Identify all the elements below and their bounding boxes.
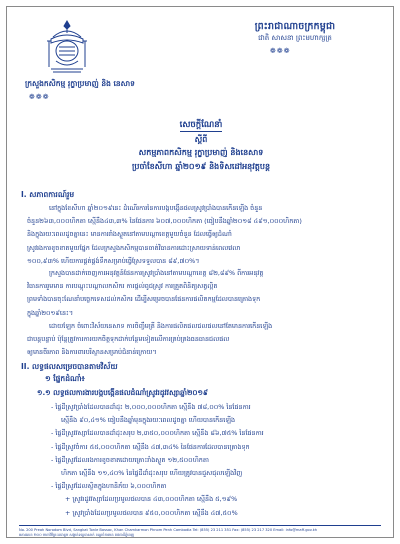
list-item: ហិកតា ស្មើនឹង ១១,៤០% នៃផ្ទៃដីដាំដុះសរុប ហើយត្រូវបានជួសជុលឡើងវិញ <box>61 469 243 478</box>
ministry-flourish: ❁❁❁ <box>29 93 50 101</box>
list-item: - ផ្ទៃដីស្រូវចំការ ៥៥,០០០ហិកតា ស្មើនឹង ៤៧,៣៤% នៃផែនការដែលបានគ្រោងទុក <box>51 441 379 454</box>
footer-divider <box>19 525 381 526</box>
document-page <box>6 6 394 538</box>
section-general-situation: I. សភាពការណ៍រួម <box>21 190 75 199</box>
list-item: ស្មើនឹង ៩០,៤១% ធៀបនឹងឆ្នាំមុនក្នុងរយៈពេលដូចគ្នា ហើយបានកើនឡើង <box>61 416 236 425</box>
list-item: - ផ្ទៃដីស្រូវដែលរងការខូចខាតដោយគ្រោះរាំងស្ងួត ១២,៥០០ហិកតា <box>51 454 379 467</box>
footer-line-english: No. 200 Preah Norodom Blvd, Sangkat Tonle Bassac, Khan Chamkarmon Phnom Penh Cambodia Tel: (855) 23 211 351 Fax: (855) 23 217 320 Email: info@maff.gov.kh <box>19 528 318 532</box>
paragraph-line: ជាបន្តបន្ទាប់ ប៉ុន្តែត្រូវការការយកចិត្តទុកដាក់បន្ថែមទៀតលើការគ្រប់គ្រងធនធានជលផល <box>27 335 230 344</box>
subject-word: ស្តីពី <box>194 135 208 144</box>
document-type-text: សេចក្តីណែនាំ <box>179 120 223 130</box>
ministry-name: ក្រសួងកសិកម្ម រុក្ខាប្រមាញ់ និង នេសាទ <box>25 79 135 88</box>
subsection-crops: ១ ផ្នែកដំណាំ៖ <box>45 374 85 383</box>
paragraph-line: ក្នុងឆ្នាំ២០១៩នេះ។ <box>27 308 74 317</box>
subject-line: សកម្មភាពកសិកម្ម រុក្ខាប្រមាញ់ និងនេសាទ <box>138 148 264 157</box>
subject-period: ប្រចាំខែសីហា ឆ្នាំ២០១៩ និងទិសដៅអនុវត្តបន្ត <box>131 162 271 171</box>
list-item: - ផ្ទៃដីស្រូវដែលស្ថិតក្នុងហានិភ័យ ៦,០០០ហិកតា <box>51 480 379 493</box>
list-item: - ផ្ទៃដីស្រូវវស្សាដែលបានដាំដុះសរុប ២,៣៥០,០០០ហិកតា ស្មើនឹង ៨៦,៧៥% នៃផែនការ <box>51 427 379 440</box>
paragraph-line: ១០០,៩៣% ហើយការផ្គត់ផ្គង់ទឹកសម្រាប់ធ្វើស្រែទទួលបាន ៨៩,៧០%។ <box>27 256 200 265</box>
list-item: + ស្រូវរដូវវស្សាដែលប្រមូលផលបាន ៤៣,០០០ហិកតា ស្មើនឹង ៥,១៩% <box>51 493 379 506</box>
paragraph-line: នៅក្នុងខែសីហា ឆ្នាំ២០១៩នេះ ដំណើរការនៃការបង្កបង្កើនផលស្រូវប្រាំងបានកើនឡើង ចំនួន <box>49 204 263 212</box>
paragraph-2 <box>27 267 379 320</box>
kingdom-title: ព្រះរាជាណាចក្រកម្ពុជា <box>254 21 336 32</box>
royal-emblem-icon <box>43 17 91 75</box>
results-list <box>51 401 379 520</box>
section-results-by-sector: II. លទ្ធផលសម្រេចបានតាមវិស័យ <box>21 362 118 371</box>
subsection-rice-results: ១.១ លទ្ធផលការងារបង្កបង្កើនផលដំណាំស្រូវរដូវវស្សាឆ្នាំ២០១៩ <box>37 388 209 397</box>
footer-line-khmer: អគារលេខ ២០០ មហាវិថីព្រះនរោត្តម សង្កាត់ទន្លេបាសាក់ ខណ្ឌចំការមន រាជធានីភ្នំពេញ <box>19 533 135 537</box>
paragraph-line: ក្រសួងបានដាក់ចេញការអនុវត្តន៍ផែនការស្រូវប្រាំងនៅតាមបណ្តាខេត្ត ៨២,៨៩% ពីការអនុវត្ត <box>49 269 264 277</box>
paragraph-line: វិធានការរួមមាន ការបណ្តុះបណ្តាលកសិករ ការផ្តល់ពូជស្រូវ ការត្រួតពិនិត្យសត្វល្អិត <box>27 282 218 291</box>
paragraph-3 <box>27 320 379 360</box>
paragraph-line: និងក្នុងរយៈពេលដូចគ្នានេះ មានការរាំងស្ងួតនៅតាមបណ្តាខេត្តមួយចំនួន ដែលធ្វើឲ្យដំណាំ <box>27 230 232 239</box>
paragraph-line: ឲ្យមានចីរភាព និងការពារបរិស្ថានសម្រាប់ជំនាន់ក្រោយ។ <box>27 348 157 357</box>
paragraph-line: ដោយឡែក ចំពោះវិស័យនេសាទ ការចិញ្ចឹមត្រី និងការផលិតផលជលផលនៅតែមានការកើនឡើង <box>49 322 273 330</box>
list-item: - ផ្ទៃដីស្រូវប្រាំងដែលបានដាំដុះ ២,០០០,០០០ហិកតា ស្មើនឹង ៧៨,០០% នៃផែនការ <box>51 401 379 414</box>
national-motto: ជាតិ សាសនា ព្រះមហាក្សត្រ <box>258 34 332 42</box>
header-flourish: ❁❁❁ <box>270 47 291 55</box>
paragraph-line: ព្រមទាំងបានចុះណែនាំបច្ចេកទេសដល់កសិករ ដើម្បីសម្រេចបានផែនការផលិតកម្មដែលបានគ្រោងទុក <box>27 295 261 304</box>
paragraph-line: ចំនួន២៦៣,០០០ហិកតា ស្មើនឹង៤៣,៣% នៃផែនការ ៦០៧,០០០ហិកតា (ធៀបនឹងឆ្នាំ២០១៨ ៤៩១,០០០ហិកតា) <box>27 217 302 226</box>
document-type-heading <box>7 120 395 132</box>
footer-address <box>19 528 381 538</box>
paragraph-line: ស្រូវរងការខូចខាតមួយផ្នែក ដែលក្រសួងកសិកម្មបានចាត់វិធានការដោះស្រាយទាន់ពេលវេលា <box>27 243 241 252</box>
list-item: + ស្រូវប្រាំងដែលប្រមូលផលបាន ៩៥០,០០០ហិកតា ស្មើនឹង ៤៧,៥០% <box>51 507 379 520</box>
paragraph-1 <box>27 202 379 268</box>
